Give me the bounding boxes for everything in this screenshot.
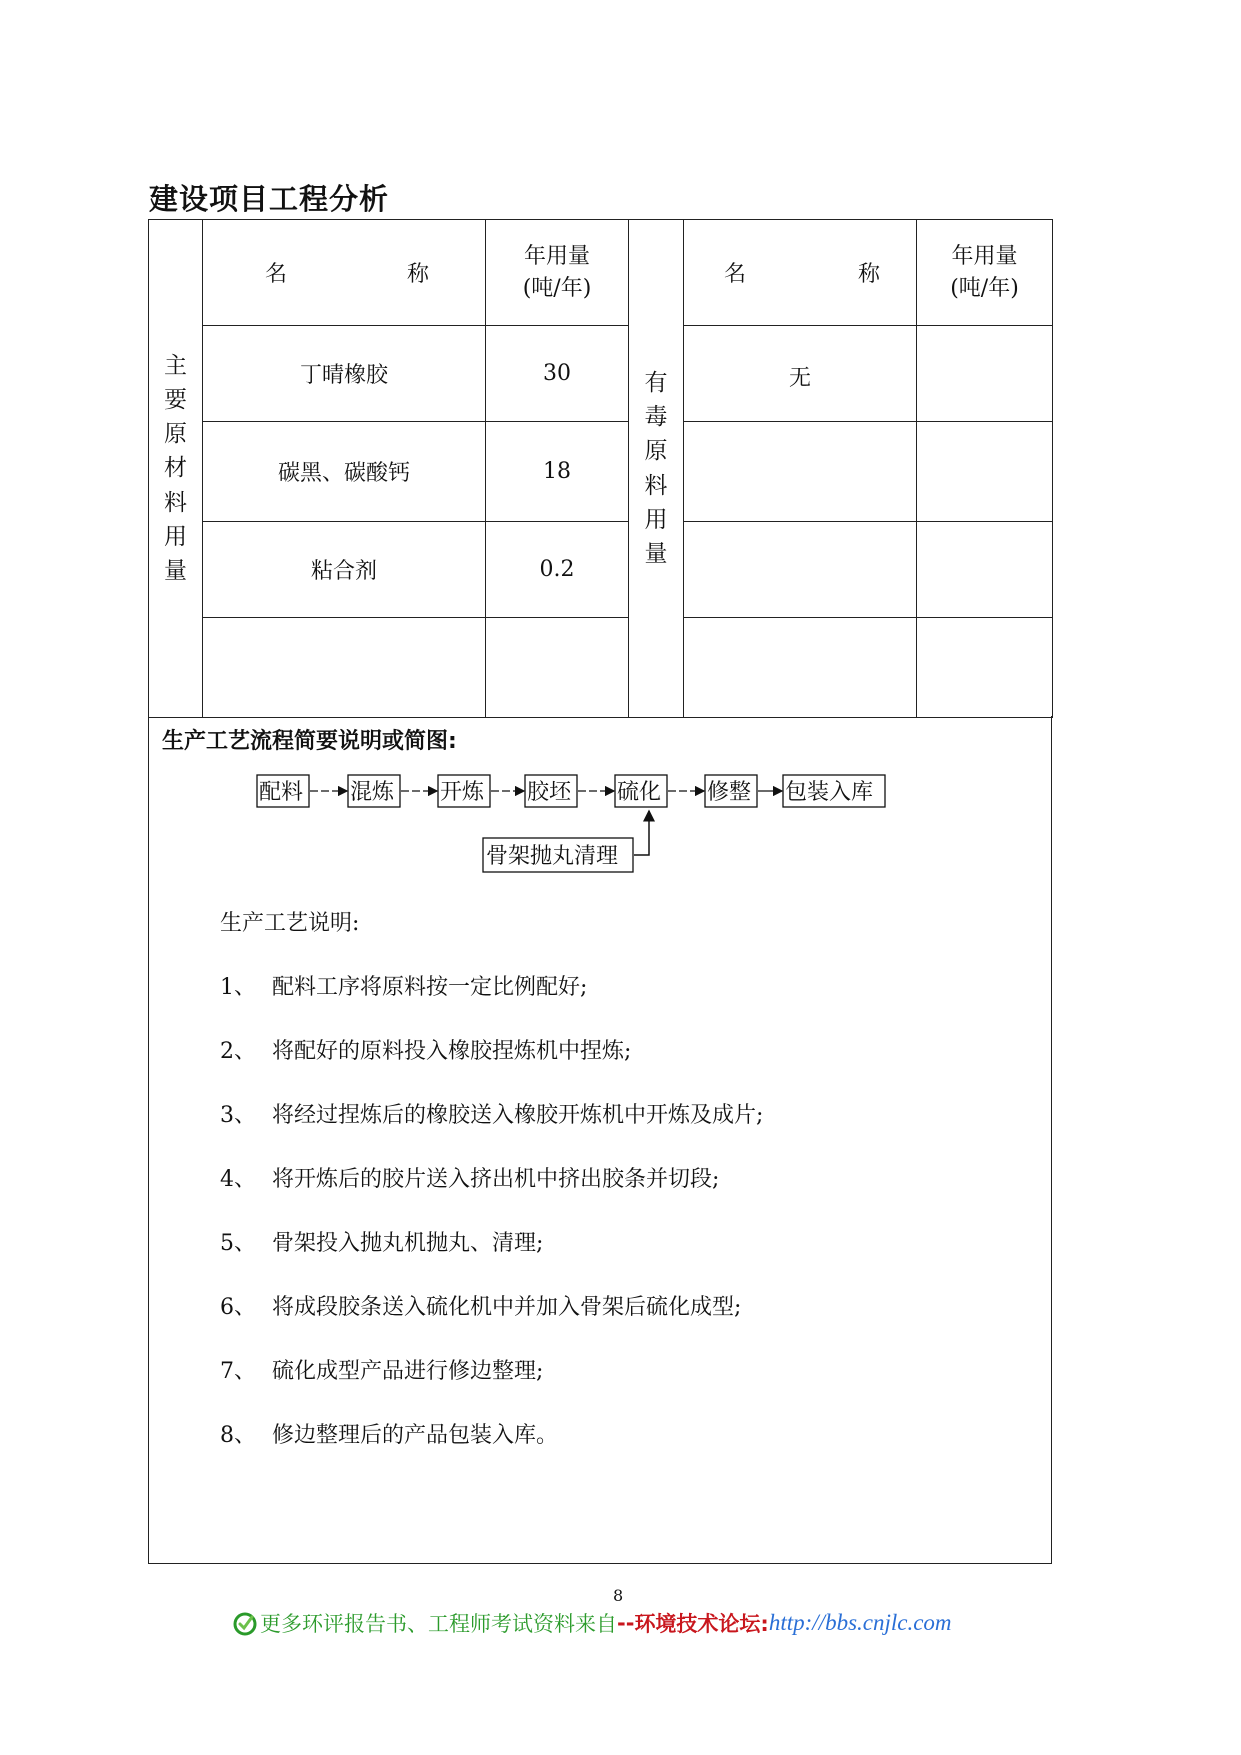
toxic-materials-label-text (629, 366, 683, 570)
flow-step-box (257, 775, 309, 807)
header-name-left: 名 (265, 262, 288, 287)
flow-step-label: 混炼 (350, 780, 395, 805)
toxic-materials-label (629, 220, 684, 718)
vertical-label-char: 料 (644, 472, 668, 499)
header-qty-line1: 年用量 (523, 243, 590, 269)
flow-step-label: 包装入库 (785, 780, 874, 805)
toxic-row-name (684, 422, 917, 522)
toxic-row-name: 无 (684, 326, 917, 422)
vertical-label-char: 用 (164, 523, 187, 550)
main-row-qty: 0.2 (486, 522, 629, 618)
step-text: 将经过捏炼后的橡胶送入橡胶开炼机中开炼及成片; (272, 1103, 764, 1128)
step-text: 硫化成型产品进行修边整理; (272, 1359, 544, 1384)
header-name-right: 称 (406, 262, 429, 287)
leaf-logo-icon (232, 1610, 258, 1636)
step-text: 骨架投入抛丸机抛丸、清理; (272, 1231, 544, 1256)
flow-step-box (615, 775, 667, 807)
step-text: 将成段胶条送入硫化机中并加入骨架后硫化成型; (272, 1295, 742, 1320)
toxic-row-qty (917, 422, 1053, 522)
footer (232, 1608, 952, 1638)
flow-step-box (705, 775, 757, 807)
step-text: 将开炼后的胶片送入挤出机中挤出胶条并切段; (272, 1167, 720, 1192)
step-number: 3、 (220, 1103, 256, 1128)
toxic-row-name (684, 522, 917, 618)
header-name-toxic (684, 220, 917, 326)
footer-text: 更多环评报告书、工程师考试资料来自 (260, 1612, 617, 1636)
side-input-box (483, 838, 633, 872)
header-name-right: 称 (857, 262, 880, 287)
header-qty-line2: (吨/年) (950, 275, 1019, 301)
footer-forum: 环境技术论坛: (634, 1612, 769, 1636)
main-row-name: 丁晴橡胶 (203, 326, 486, 422)
header-qty-main (486, 220, 629, 326)
header-name-main (203, 220, 486, 326)
vertical-label-char: 材 (164, 455, 187, 482)
toxic-row-name (684, 618, 917, 718)
process-flow-diagram (255, 773, 915, 883)
vertical-label-char: 料 (164, 489, 187, 516)
step-number: 1、 (220, 975, 256, 1000)
step-number: 5、 (220, 1231, 256, 1256)
vertical-label-char: 原 (644, 438, 668, 465)
header-qty-line2: (吨/年) (522, 275, 592, 301)
step-number: 4、 (220, 1167, 256, 1192)
step-number: 6、 (220, 1295, 256, 1320)
materials-table (148, 219, 1053, 718)
main-row-name (203, 618, 486, 718)
flow-step-label: 修整 (707, 780, 752, 805)
flow-step-label: 开炼 (440, 780, 485, 805)
step-text: 配料工序将原料按一定比例配好; (272, 975, 588, 1000)
step-text: 修边整理后的产品包装入库。 (272, 1423, 559, 1448)
flow-step-label: 配料 (259, 780, 304, 805)
vertical-label-char: 有 (644, 370, 668, 397)
vertical-label-char: 要 (164, 387, 187, 414)
header-qty-line1: 年用量 (951, 243, 1018, 269)
step-number: 8、 (220, 1423, 256, 1448)
step-number: 7、 (220, 1359, 256, 1384)
main-row-qty (486, 618, 629, 718)
main-materials-label (149, 220, 203, 718)
footer-dash: -- (617, 1611, 635, 1635)
main-row-qty: 18 (486, 422, 629, 522)
page-number: 8 (613, 1586, 624, 1605)
flow-step-box (525, 775, 577, 807)
process-description-title: 生产工艺说明: (220, 911, 360, 936)
flow-step-box (348, 775, 400, 807)
footer-url[interactable]: http://bbs.cnjlc.com (768, 1610, 952, 1635)
vertical-label-char: 量 (644, 540, 668, 567)
header-qty-toxic (917, 220, 1053, 326)
section-title: 建设项目工程分析 (149, 182, 390, 216)
toxic-row-qty (917, 522, 1053, 618)
step-text: 将配好的原料投入橡胶捏炼机中捏炼; (272, 1039, 632, 1064)
vertical-label-char: 主 (164, 353, 187, 380)
step-number: 2、 (220, 1039, 256, 1064)
main-materials-label-text (149, 349, 202, 587)
side-input-arrow (634, 811, 649, 855)
main-row-qty: 30 (486, 326, 629, 422)
toxic-row-qty (917, 618, 1053, 718)
side-input-label: 骨架抛丸清理 (486, 844, 619, 869)
toxic-row-qty (917, 326, 1053, 422)
flow-step-label: 硫化 (617, 780, 662, 805)
main-row-name: 碳黑、碳酸钙 (203, 422, 486, 522)
process-heading: 生产工艺流程简要说明或简图: (162, 729, 457, 754)
flow-step-box (438, 775, 490, 807)
main-row-name: 粘合剂 (203, 522, 486, 618)
flow-step-label: 胶坯 (527, 780, 572, 805)
vertical-label-char: 用 (644, 506, 668, 533)
flow-step-box (783, 775, 885, 807)
header-name-left: 名 (724, 262, 747, 287)
vertical-label-char: 毒 (644, 404, 668, 431)
vertical-label-char: 原 (164, 421, 187, 448)
vertical-label-char: 量 (164, 557, 187, 584)
